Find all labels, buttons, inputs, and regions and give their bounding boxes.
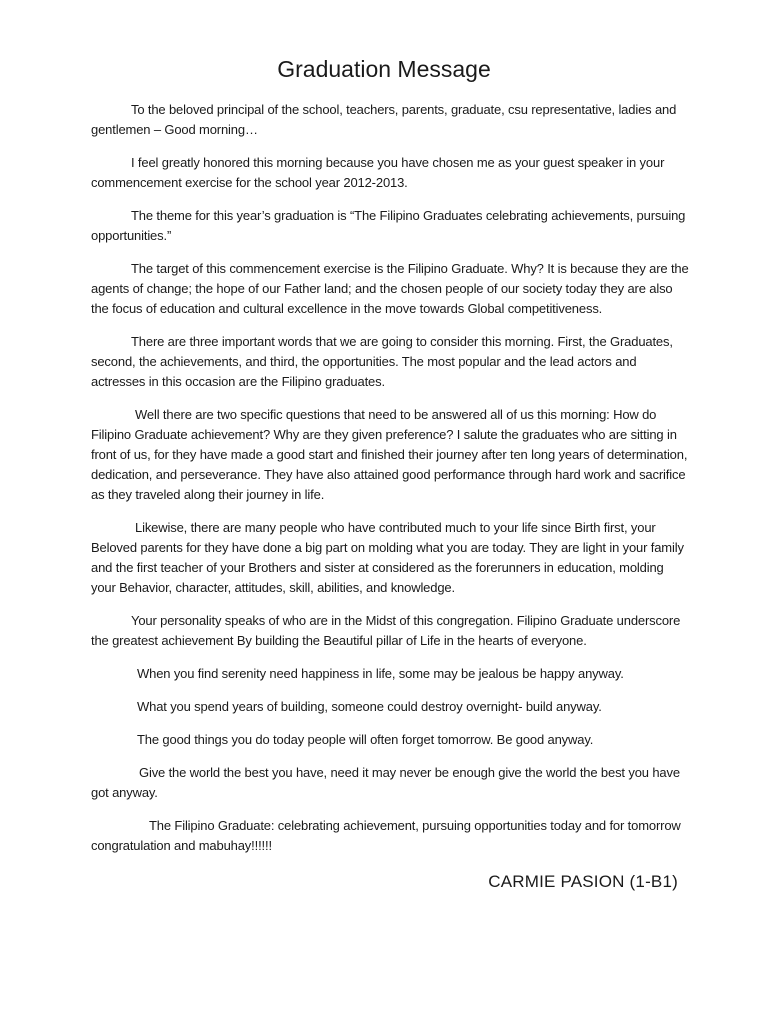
document-title: Graduation Message <box>277 56 491 82</box>
paragraph-good-things: The good things you do today people will often forget tomorrow. Be good anyway. <box>137 732 594 747</box>
paragraph-target: The target of this commencement exercise is the Filipino Graduate. Why? It is because they are the agents of change; the hope of our Father land; and the chosen people of our society today they are also the focus of education and cultural excellence in the move towards Global competitiveness. <box>91 261 689 316</box>
paragraph-give-world: Give the world the best you have, need it may never be enough give the world the best you have got anyway. <box>91 765 680 800</box>
document-body <box>91 100 691 869</box>
paragraph-three-words: There are three important words that we are going to consider this morning. First, the Graduates, second, the achievements, and third, the opportunities. The most popular and the lead actors and actresses in this occasion are the Filipino graduates. <box>91 334 673 389</box>
paragraph-likewise: Likewise, there are many people who have contributed much to your life since Birth first, your Beloved parents for they have done a big part on molding what you are today. They are light in your family and the first teacher of your Brothers and sister at considered as the forerunners in education, molding your Behavior, character, attitudes, skill, abilities, and knowledge. <box>91 520 684 595</box>
paragraph-serenity: When you find serenity need happiness in life, some may be jealous be happy anyway. <box>137 666 624 681</box>
paragraph-honored: I feel greatly honored this morning because you have chosen me as your guest speaker in your commencement exercise for the school year 2012-2013. <box>91 155 665 190</box>
paragraph-theme: The theme for this year’s graduation is “The Filipino Graduates celebrating achievements, pursuing opportunities.” <box>91 208 686 243</box>
paragraph-closing: The Filipino Graduate: celebrating achievement, pursuing opportunities today and for tomorrow congratulation and mabuhay!!!!!! <box>91 818 681 853</box>
paragraph-greeting: To the beloved principal of the school, teachers, parents, graduate, csu representative, ladies and gentlemen – Good morning… <box>91 102 677 137</box>
paragraph-building: What you spend years of building, someone could destroy overnight- build anyway. <box>137 699 602 714</box>
paragraph-questions: Well there are two specific questions that need to be answered all of us this morning: How do Filipino Graduate achievement? Why are they given preference? I salute the graduates who are sitting in front of us, for they have made a good start and finished their journey after ten long years of determination, dedication, and perseverance. They have also attained good performance through hard work and sacrifice as they traveled along their journey in life. <box>91 407 688 502</box>
signature: CARMIE PASION (1-B1) <box>488 872 678 891</box>
paragraph-personality: Your personality speaks of who are in the Midst of this congregation. Filipino Graduate underscore the greatest achievement By building the Beautiful pillar of Life in the hearts of everyone. <box>91 613 681 648</box>
